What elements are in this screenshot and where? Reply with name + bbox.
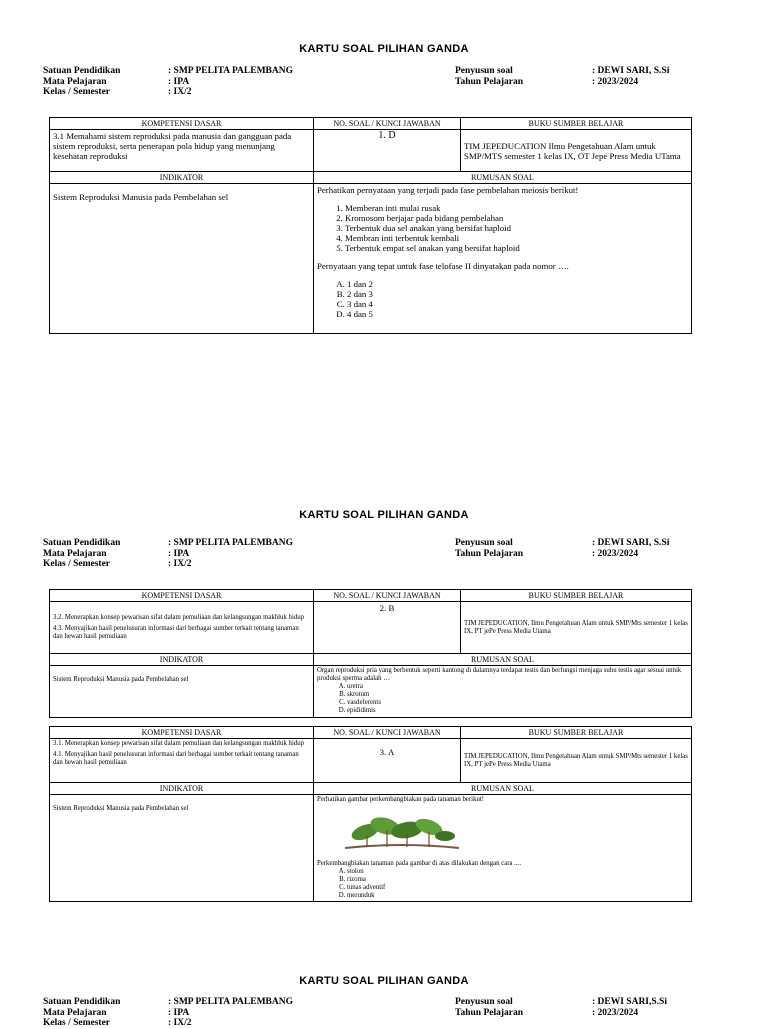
penyusun-value: : DEWI SARI, S.Si <box>592 66 670 76</box>
header-buku: BUKU SUMBER BELAJAR <box>461 727 692 739</box>
header-rumusan: RUMUSAN SOAL <box>314 172 692 184</box>
rumusan-soal <box>314 666 692 718</box>
kelas-value: : IX/2 <box>168 559 192 569</box>
penyusun-label: Penyusun soal <box>455 538 513 548</box>
kompetensi-item: 4.3. Menyajikan hasil penelusuran informasi dari berbagai sumber terkait tentang tanaman dan hewan hasil pemuliaan <box>53 625 299 640</box>
question-text: Perkembangbiakan tanaman pada gambar di atas dilakukan dengan cara .... <box>317 860 522 867</box>
option-d: D. epididimis <box>347 707 688 715</box>
option-a: A. 1 dan 2 <box>347 279 688 289</box>
option-c: C. vasdeferents <box>347 699 688 707</box>
question-stem: Perhatikan pernyataan yang terjadi pada fase pembelahan meiosis berikut! <box>317 185 579 195</box>
satuan-value: : SMP PELITA PALEMBANG <box>168 538 294 548</box>
header-indikator: INDIKATOR <box>50 783 314 795</box>
option-list <box>317 683 688 715</box>
header-rumusan: RUMUSAN SOAL <box>314 783 692 795</box>
header-buku: BUKU SUMBER BELAJAR <box>461 118 692 130</box>
question-stem: Perhatikan gambar perkembangbiakan pada tanaman berikut! <box>317 796 485 803</box>
mapel-label: Mata Pelajaran <box>43 548 107 559</box>
mapel-value: : IPA <box>168 548 190 559</box>
header-no-soal: NO. SOAL / KUNCI JAWABAN <box>314 727 461 739</box>
mapel-value: : IPA <box>168 1007 190 1018</box>
question-card-1 <box>49 117 692 334</box>
mapel-label: Mata Pelajaran <box>43 76 107 87</box>
indikator-text: Sistem Reproduksi Manusia pada Pembelahan sel <box>50 795 314 902</box>
question-card-3 <box>49 726 692 902</box>
header-indikator: INDIKATOR <box>50 172 314 184</box>
buku-text: TIM JEPEDUCATION Ilmu Pengetahuan Alam untuk SMP/MTS semester 1 kelas IX, OT Jepe Press Media UTama <box>461 130 692 172</box>
option-list <box>317 868 688 900</box>
card-title: KARTU SOAL PILIHAN GANDA <box>299 975 469 987</box>
indikator-text: Sistem Reproduksi Manusia pada Pembelahan sel <box>50 184 314 334</box>
option-c: C. tunas adventif <box>347 884 688 892</box>
card-meta-right <box>455 538 669 559</box>
card-meta-right <box>455 997 667 1018</box>
satuan-label: Satuan Pendidikan <box>43 66 121 76</box>
kompetensi-text <box>50 739 314 783</box>
penyusun-label: Penyusun soal <box>455 66 513 76</box>
statement-item: 5. Terbentuk empat sel anakan yang bersifat haploid <box>345 243 688 253</box>
buku-text: TIM JEPEDUCATION, Ilmu Pengetahuan Alam untuk SMP/Mts semester 1 kelas IX, PT jePe Press Media Utama <box>461 602 692 654</box>
header-kompetensi: KOMPETENSI DASAR <box>50 118 314 130</box>
satuan-label: Satuan Pendidikan <box>43 538 121 548</box>
card-meta-left <box>43 538 293 570</box>
answer-key: 3. A <box>314 739 461 783</box>
option-a: A. uretra <box>347 683 688 691</box>
header-no-soal: NO. SOAL / KUNCI JAWABAN <box>314 118 461 130</box>
kompetensi-text: 3.1 Memahami sistem reproduksi pada manusia dan gangguan pada sistem reproduksi, serta penerapan pola hidup yang menunjang kesehatan reproduksi <box>50 130 314 172</box>
answer-key: 2. B <box>314 602 461 654</box>
statement-item: 3. Terbentuk dua sel anakan yang bersifat haploid <box>345 223 688 233</box>
answer-key: 1. D <box>314 130 461 172</box>
rumusan-soal <box>314 795 692 902</box>
satuan-value: : SMP PELITA PALEMBANG <box>168 997 294 1007</box>
mapel-value: : IPA <box>168 76 190 87</box>
option-a: A. stolon <box>347 868 688 876</box>
question-stem: Organ reproduksi pria yang berbentuk seperti kantong di dalamnya terdapat testis dan berfungsi menjaga suhu testis agar sesuai untuk produksi sperma adalah … <box>317 667 682 682</box>
tahun-value: : 2023/2024 <box>592 1007 639 1018</box>
buku-text: TIM JEPEDUCATION, Ilmu Pengetahuan Alam untuk SMP/Mts semester 1 kelas IX, PT jePe Press Media Utama <box>461 739 692 783</box>
option-list <box>317 279 688 319</box>
penyusun-value: : DEWI SARI, S.Si <box>592 538 670 548</box>
option-b: B. skrotum <box>347 691 688 699</box>
question-text: Pernyataan yang tepat untuk fase telofase II dinyatakan pada nomor …. <box>317 261 569 271</box>
option-d: D. 4 dan 5 <box>347 309 688 319</box>
satuan-label: Satuan Pendidikan <box>43 997 121 1007</box>
kelas-label: Kelas / Semester <box>43 559 111 569</box>
statement-item: 2. Kromosom berjajar pada bidang pembelahan <box>345 213 688 223</box>
header-kompetensi: KOMPETENSI DASAR <box>50 590 314 602</box>
tahun-label: Tahun Pelajaran <box>455 1007 524 1018</box>
kelas-label: Kelas / Semester <box>43 87 111 97</box>
header-kompetensi: KOMPETENSI DASAR <box>50 727 314 739</box>
tahun-value: : 2023/2024 <box>592 548 639 559</box>
header-no-soal: NO. SOAL / KUNCI JAWABAN <box>314 590 461 602</box>
option-c: C. 3 dan 4 <box>347 299 688 309</box>
card-meta-left <box>43 66 293 98</box>
plant-image <box>337 814 467 854</box>
penyusun-value: : DEWI SARI,S.Si <box>592 997 667 1007</box>
header-rumusan: RUMUSAN SOAL <box>314 654 692 666</box>
kompetensi-text <box>50 602 314 654</box>
kompetensi-item: 3.2. Menerapkan konsep pewarisan sifat dalam pemuliaan dan kelangsungan makhluk hidup <box>53 614 305 621</box>
card-title: KARTU SOAL PILIHAN GANDA <box>299 43 469 55</box>
option-b: B. 2 dan 3 <box>347 289 688 299</box>
statement-item: 4. Membran inti terbentuk kembali <box>345 233 688 243</box>
tahun-label: Tahun Pelajaran <box>455 548 524 559</box>
rumusan-soal <box>314 184 692 334</box>
header-indikator: INDIKATOR <box>50 654 314 666</box>
tahun-value: : 2023/2024 <box>592 76 639 87</box>
card-title: KARTU SOAL PILIHAN GANDA <box>299 509 469 521</box>
option-d: D. merunduk <box>347 892 688 900</box>
indikator-text: Sistem Reproduksi Manusia pada Pembelahan sel <box>50 666 314 718</box>
question-card-2 <box>49 589 692 718</box>
option-b: B. rizoma <box>347 876 688 884</box>
header-buku: BUKU SUMBER BELAJAR <box>461 590 692 602</box>
mapel-label: Mata Pelajaran <box>43 1007 107 1018</box>
penyusun-label: Penyusun soal <box>455 997 513 1007</box>
kelas-value: : IX/2 <box>168 1018 192 1028</box>
kompetensi-item: 3.1. Menerapkan konsep pewarisan sifat dalam pemuliaan dan kelangsungan makhluk hidup <box>53 740 305 747</box>
statement-item: 1. Memberan inti mulai rusak <box>345 203 688 213</box>
satuan-value: : SMP PELITA PALEMBANG <box>168 66 294 76</box>
kompetensi-item: 4.1. Menyajikan hasil penelusuran informasi dari berbagai sumber terkait tentang tanaman dan hewan hasil pemuliaan <box>53 751 299 766</box>
statement-list <box>317 203 688 253</box>
kelas-label: Kelas / Semester <box>43 1018 111 1028</box>
kelas-value: : IX/2 <box>168 87 192 97</box>
tahun-label: Tahun Pelajaran <box>455 76 524 87</box>
card-meta-right <box>455 66 669 87</box>
